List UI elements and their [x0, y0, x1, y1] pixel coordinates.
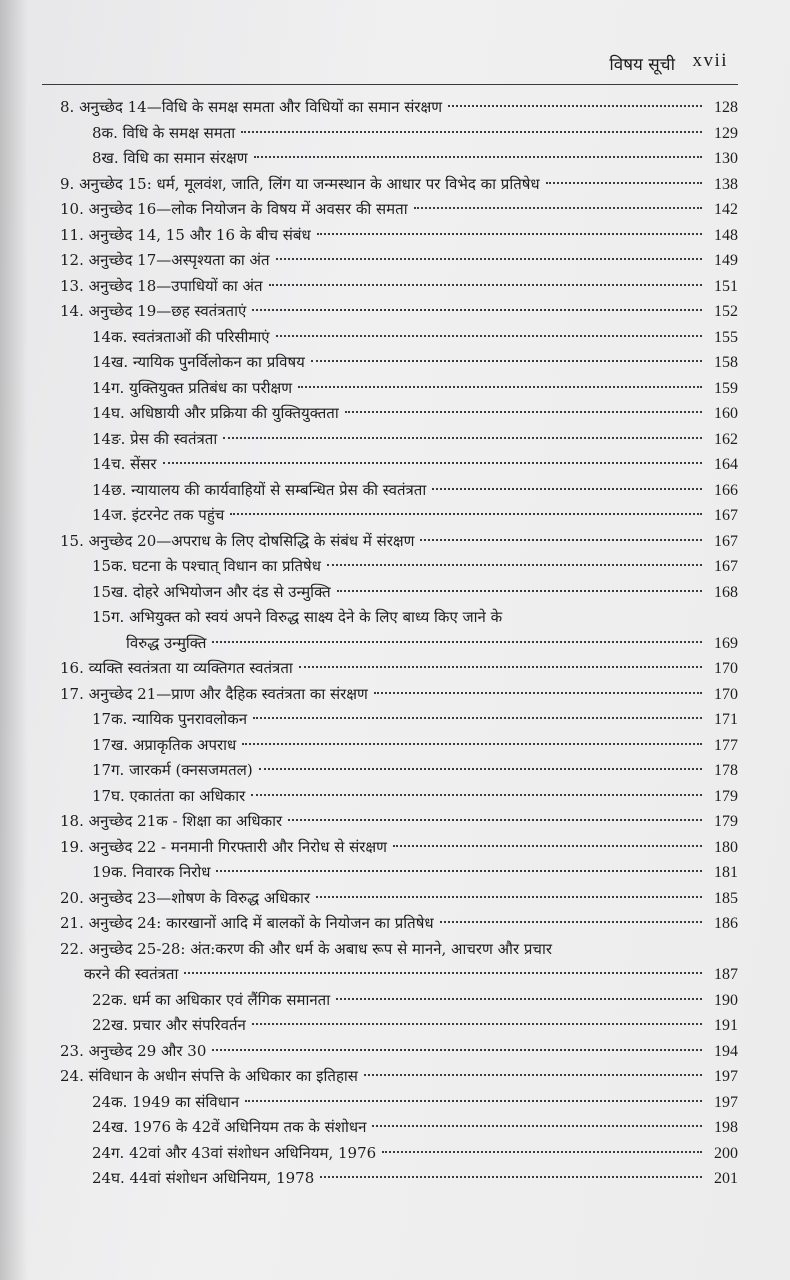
dot-leader: [241, 131, 702, 133]
toc-entry-page-number: 179: [714, 813, 738, 830]
toc-entry-label: 19. अनुच्छेद 22 - मनमानी गिरफ्तारी और निरोध से संरक्षण: [60, 837, 388, 856]
toc-entry-page-number: 198: [714, 1119, 738, 1136]
dot-leader: [242, 743, 702, 745]
toc-entry-label: 24क. 1949 का संविधान: [92, 1092, 240, 1111]
dot-leader: [299, 666, 702, 668]
toc-entry-page-number: 166: [714, 481, 738, 499]
toc-entry-page-number: 194: [714, 1042, 738, 1060]
dot-leader: [448, 105, 702, 107]
toc-entry-page-number: 178: [714, 762, 738, 779]
toc-entry-page-number: 200: [714, 1144, 738, 1162]
toc-entry-page-number: 142: [714, 201, 738, 218]
dot-leader: [345, 411, 702, 413]
toc-entry-label: 24. संविधान के अधीन संपत्ति के अधिकार का इतिहास: [60, 1067, 358, 1085]
toc-entry-page-number: 186: [714, 915, 738, 932]
toc-entry-page-number: 128: [714, 99, 738, 116]
toc-entry-page-number: 149: [714, 252, 738, 269]
toc-entry-page-number: 201: [714, 1170, 738, 1187]
dot-leader: [337, 590, 702, 592]
dot-leader: [216, 870, 702, 872]
dot-leader: [311, 360, 702, 362]
dot-leader: [320, 1176, 702, 1178]
dot-leader: [254, 156, 702, 158]
dot-leader: [316, 896, 702, 898]
dot-leader: [269, 284, 702, 286]
dot-leader: [212, 1049, 702, 1051]
dot-leader: [298, 386, 702, 388]
toc-entry-page-number: 169: [714, 634, 738, 652]
toc-entry-page-number: 159: [714, 379, 738, 397]
toc-entry-page-number: 181: [714, 864, 738, 881]
header-rule: [42, 84, 738, 85]
dot-leader: [212, 641, 702, 643]
spine-shadow: [0, 0, 28, 1280]
toc-entry-page-number: 197: [714, 1093, 738, 1111]
toc-entry-page-number: 170: [714, 660, 738, 677]
toc-entry-label: 17ग. जारकर्म (क्नसजमतल): [92, 761, 253, 779]
toc-entry-page-number: 168: [714, 583, 738, 601]
dot-leader: [230, 513, 702, 515]
toc-entry-page-number: 160: [714, 405, 738, 422]
toc-entry-label: 24ग. 42वां और 43वां संशोधन अधिनियम, 1976: [92, 1143, 377, 1162]
toc-entry-label: 15ग. अभियुक्त को स्वयं अपने विरुद्ध साक्ष्य देने के लिए बाध्य किए जाने के: [92, 608, 503, 626]
toc-entry-label: 22. अनुच्छेद 25-28: अंत:करण की और धर्म के अबाध रूप से मानने, आचरण और प्रचार: [60, 939, 552, 958]
dot-leader: [245, 1100, 702, 1102]
toc-entry-page-number: 187: [714, 966, 738, 983]
dot-leader: [414, 207, 702, 209]
toc-entry-page-number: 167: [714, 532, 738, 550]
toc-entry-label: 17ख. अप्राकृतिक अपराध: [92, 735, 237, 754]
toc-entry-page-number: 162: [714, 430, 738, 448]
dot-leader: [252, 1023, 702, 1025]
toc-entry-page-number: 148: [714, 226, 738, 244]
toc-entry-page-number: 158: [714, 354, 738, 371]
toc-entry-label: 23. अनुच्छेद 29 और 30: [60, 1041, 207, 1060]
dot-leader: [223, 437, 702, 439]
dot-leader: [420, 539, 702, 541]
toc-entry-label: 20. अनुच्छेद 23—शोषण के विरुद्ध अधिकार: [60, 888, 310, 907]
dot-leader: [372, 1125, 702, 1127]
dot-leader: [276, 258, 702, 260]
toc-entry-label: 11. अनुच्छेद 14, 15 और 16 के बीच संबंध: [60, 225, 311, 244]
dot-leader: [364, 1074, 702, 1076]
toc-entry-label: 24घ. 44वां संशोधन अधिनियम, 1978: [92, 1169, 315, 1187]
toc-entry-page-number: 164: [714, 456, 738, 473]
toc-entry-page-number: 197: [714, 1068, 738, 1085]
toc-entry-label: 17. अनुच्छेद 21—प्राण और दैहिक स्वतंत्रता का संरक्षण: [60, 684, 368, 703]
toc-entry-label: 22ख. प्रचार और संपरिवर्तन: [92, 1016, 246, 1034]
toc-entry-label: 13. अनुच्छेद 18—उपाधियों का अंत: [60, 276, 263, 295]
toc-entry-page-number: 167: [714, 507, 738, 524]
dot-leader: [432, 488, 702, 490]
toc-entry-label: 15क. घटना के पश्चात् विधान का प्रतिषेध: [92, 557, 321, 575]
dot-leader: [288, 819, 702, 821]
toc-entry-page-number: 155: [714, 328, 738, 346]
toc-entry-label: 8क. विधि के समक्ष समता: [92, 123, 236, 142]
toc-entry-label: 17घ. एकातंता का अधिकार: [92, 786, 246, 805]
toc-entry-page-number: 129: [714, 124, 738, 142]
toc-entry-label: 16. व्यक्ति स्वतंत्रता या व्यक्तिगत स्वतंत्रता: [60, 659, 293, 677]
toc-entry-label: 14ग. युक्तियुक्त प्रतिबंध का परीक्षण: [92, 378, 293, 397]
toc-entry-page-number: 171: [714, 711, 738, 728]
running-header: [0, 44, 790, 84]
toc-entry-label: 24ख. 1976 के 42वें अधिनियम तक के संशोधन: [92, 1118, 367, 1136]
toc-entry-page-number: 167: [714, 558, 738, 575]
dot-leader: [251, 794, 702, 796]
dot-leader: [440, 921, 702, 923]
toc-entry-label: 17क. न्यायिक पुनरावलोकन: [92, 710, 248, 728]
toc-entry-label: 14ज. इंटरनेट तक पहुंच: [92, 506, 225, 524]
dot-leader: [259, 768, 702, 770]
toc-entry-label: 14ख. न्यायिक पुनर्विलोकन का प्रविषय: [92, 353, 305, 371]
dot-leader: [546, 182, 702, 184]
toc-entry-page-number: 191: [714, 1017, 738, 1034]
toc-entry-page-number: 190: [714, 991, 738, 1009]
toc-entry-label: 14. अनुच्छेद 19—छह स्वतंत्रताएं: [60, 302, 247, 320]
toc-entry-label: 8. अनुच्छेद 14—विधि के समक्ष समता और विधियों का समान संरक्षण: [60, 98, 443, 116]
toc-entry-label: 14च. सेंसर: [92, 455, 157, 473]
dot-leader: [163, 462, 702, 464]
dot-leader: [327, 564, 702, 566]
header-title: विषय सूची: [609, 55, 675, 75]
toc-entry-page-number: 179: [714, 787, 738, 805]
toc-entry-label: 12. अनुच्छेद 17—अस्पृश्यता का अंत: [60, 251, 270, 269]
dot-leader: [184, 972, 702, 974]
toc-entry-label: 8ख. विधि का समान संरक्षण: [92, 149, 248, 167]
toc-entry-page-number: 138: [714, 175, 738, 193]
toc-entry-label: 15. अनुच्छेद 20—अपराध के लिए दोषसिद्धि के संबंध में संरक्षण: [60, 531, 415, 550]
dot-leader: [336, 998, 702, 1000]
toc-entry-label: 22क. धर्म का अधिकार एवं लैंगिक समानता: [92, 990, 331, 1009]
toc-entry-page-number: 152: [714, 303, 738, 320]
dot-leader: [317, 233, 702, 235]
header-page-number: xvii: [692, 50, 728, 71]
dot-leader: [252, 309, 702, 311]
toc-entry-label: 9. अनुच्छेद 15: धर्म, मूलवंश, जाति, लिंग या जन्मस्थान के आधार पर विभेद का प्रतिषेध: [60, 174, 540, 193]
toc-entry-label: 18. अनुच्छेद 21क - शिक्षा का अधिकार: [60, 812, 283, 830]
toc-entry-label: 14घ. अधिष्ठायी और प्रक्रिया की युक्तियुक्तता: [92, 404, 339, 422]
toc-entry-page-number: 170: [714, 685, 738, 703]
toc-entry-label: 15ख. दोहरे अभियोजन और दंड से उन्मुक्ति: [92, 582, 331, 601]
toc-entry-label: 14ङ. प्रेस की स्वतंत्रता: [92, 429, 218, 448]
toc-entry-page-number: 130: [714, 150, 738, 167]
toc-entry-label: 21. अनुच्छेद 24: कारखानों आदि में बालकों के नियोजन का प्रतिषेध: [60, 914, 434, 932]
toc-entry-label: 14क. स्वतंत्रताओं की परिसीमाएं: [92, 327, 270, 346]
dot-leader: [374, 692, 702, 694]
dot-leader: [382, 1151, 702, 1153]
toc-entry-label-continued: करने की स्वतंत्रता: [84, 965, 179, 983]
toc-entry-label: 14छ. न्यायालय की कार्यवाहियों से सम्बन्धित प्रेस की स्वतंत्रता: [92, 480, 427, 499]
dot-leader: [253, 717, 702, 719]
toc-entry-label-continued: विरुद्ध उन्मुक्ति: [126, 633, 207, 652]
toc-entry-page-number: 180: [714, 838, 738, 856]
toc-entry-label: 19क. निवारक निरोध: [92, 863, 211, 881]
dot-leader: [276, 335, 702, 337]
toc-entry-label: 10. अनुच्छेद 16—लोक नियोजन के विषय में अवसर की समता: [60, 200, 408, 218]
toc-entry-page-number: 177: [714, 736, 738, 754]
dot-leader: [393, 845, 702, 847]
toc-entry-page-number: 151: [714, 277, 738, 295]
toc-entry-page-number: 185: [714, 889, 738, 907]
